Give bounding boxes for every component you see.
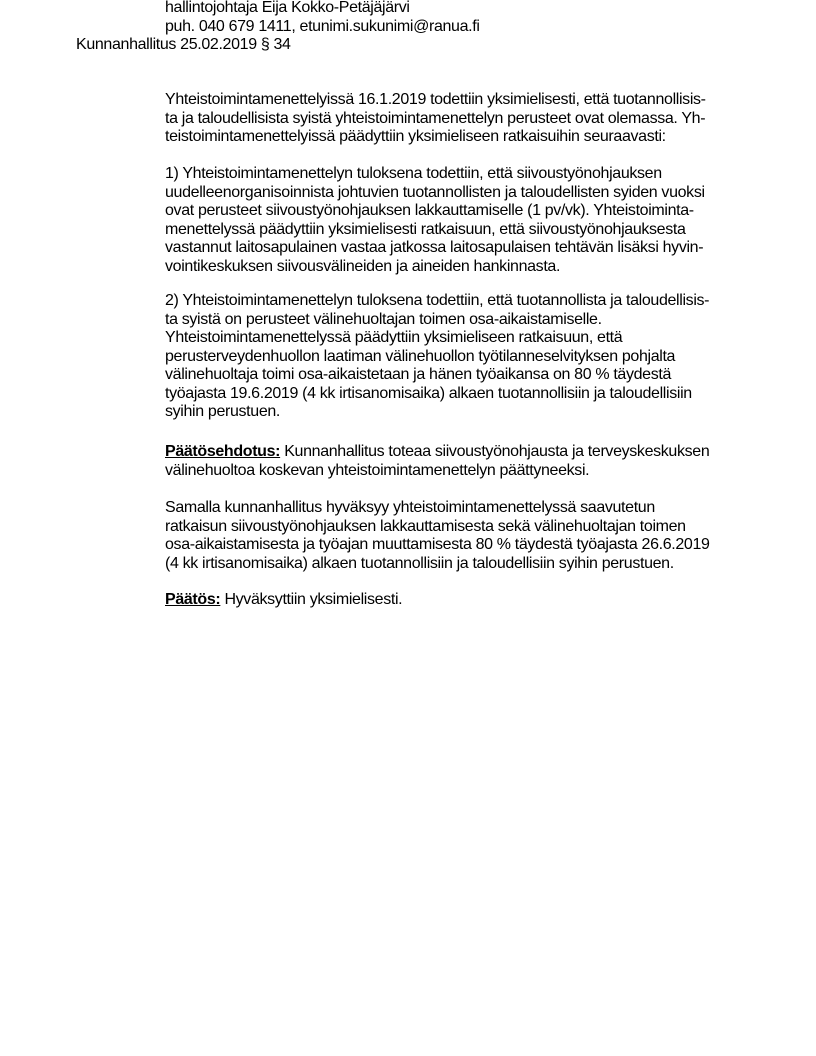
decision-paragraph: [165, 591, 402, 610]
point-1-paragraph: [165, 165, 705, 276]
text-line: ta syistä on perusteet välinehuoltajan toimen osa-aikaistamiselle.: [165, 310, 602, 328]
contact-block: [165, 0, 480, 36]
text-line: Yhteistoimintamenettelyissä 16.1.2019 todettiin yksimielisesti, että tuotannollisis-: [165, 91, 706, 108]
decision-label: Päätös:: [165, 591, 221, 608]
text-line: vastannut laitosapulainen vastaa jatkossa laitosapulaisen tehtävän lisäksi hyvin-: [165, 239, 704, 256]
text-line: Samalla kunnanhallitus hyväksyy yhteistoimintamenettelyssä saavutetun: [165, 499, 655, 516]
text-line: syihin perustuen.: [165, 403, 281, 420]
contact-info: puh. 040 679 1411, etunimi.sukunimi@ranua.fi: [165, 17, 480, 35]
text-line: välinehuoltoa koskevan yhteistoimintamenettelyn päättyneeksi.: [165, 461, 590, 479]
approval-paragraph: [165, 499, 710, 573]
text-line: Kunnanhallitus toteaa siivoustyönohjausta ja terveyskeskuksen: [280, 443, 710, 460]
text-line: (4 kk irtisanomisaika) alkaen tuotannollisiin ja taloudellisiin syihin perustuen.: [165, 554, 674, 572]
text-line: ta ja taloudellisista syistä yhteistoimintamenettelyn perusteet ovat olemassa. Yh-: [165, 109, 706, 127]
text-line: 2) Yhteistoimintamenettelyn tuloksena todettiin, että tuotannollista ja taloudellisis-: [165, 292, 710, 309]
meeting-reference: Kunnanhallitus 25.02.2019 § 34: [76, 36, 291, 53]
text-line: menettelyssä päädyttiin yksimielisesti ratkaisuun, että siivoustyönohjauksesta: [165, 220, 686, 238]
text-line: perusterveydenhuollon laatiman välinehuollon työtilanneselvityksen pohjalta: [165, 347, 676, 365]
text-line: työajasta 19.6.2019 (4 kk irtisanomisaika) alkaen tuotannollisiin ja taloudellisiin: [165, 384, 692, 402]
text-line: välinehuoltaja toimi osa-aikaistetaan ja hänen työaikansa on 80 % täydestä: [165, 366, 671, 383]
proposal-paragraph: [165, 443, 709, 480]
text-line: osa-aikaistamisesta ja työajan muuttamisesta 80 % täydestä työajasta 26.6.2019: [165, 536, 710, 553]
contact-name: hallintojohtaja Eija Kokko-Petäjäjärvi: [165, 0, 410, 16]
text-line: ratkaisun siivoustyönohjauksen lakkauttamisesta sekä välinehuoltajan toimen: [165, 517, 686, 535]
text-line: Yhteistoimintamenettelyssä päädyttiin yksimieliseen ratkaisuun, että: [165, 329, 623, 346]
proposal-label: Päätösehdotus:: [165, 443, 281, 460]
text-line: ovat perusteet siivoustyönohjauksen lakkauttamiselle (1 pv/vk). Yhteistoiminta-: [165, 202, 694, 219]
text-line: teistoimintamenettelyissä päädyttiin yksimieliseen ratkaisuihin seuraavasti:: [165, 128, 666, 145]
point-2-paragraph: [165, 292, 709, 422]
text-line: vointikeskuksen siivousvälineiden ja aineiden hankinnasta.: [165, 257, 561, 275]
text-line: 1) Yhteistoimintamenettelyn tuloksena todettiin, että siivoustyönohjauksen: [165, 165, 662, 182]
text-line: uudelleenorganisoinnista johtuvien tuotannollisten ja taloudellisten syiden vuoksi: [165, 183, 705, 201]
intro-paragraph: [165, 91, 706, 147]
decision-text: Hyväksyttiin yksimielisesti.: [220, 591, 403, 608]
meeting-heading: [76, 36, 291, 55]
